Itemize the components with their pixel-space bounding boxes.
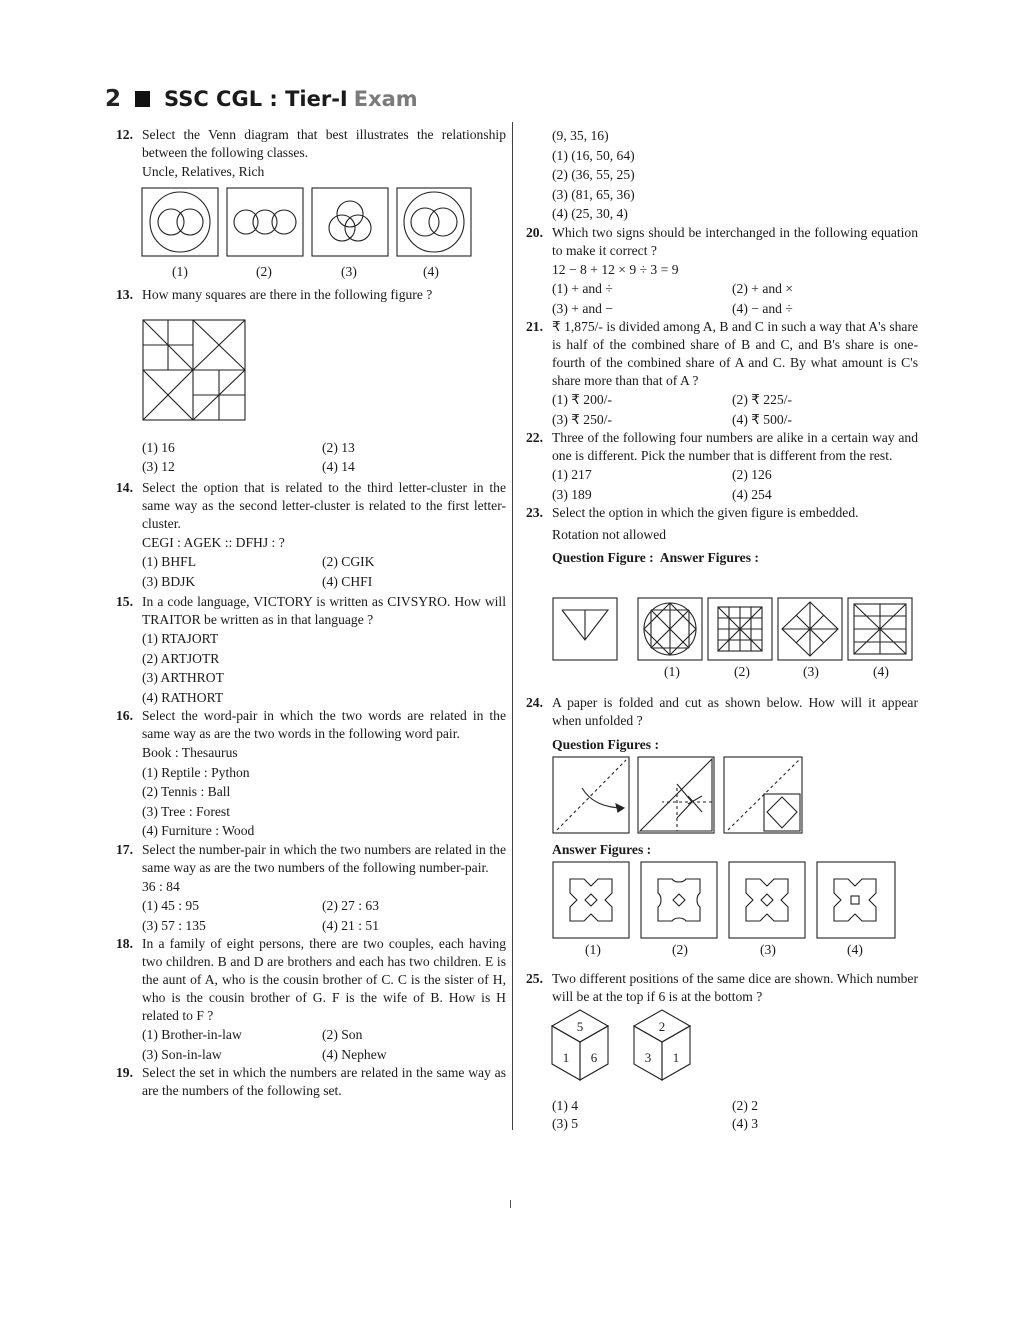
figure-label: (2) [256, 264, 272, 279]
right-column [526, 126, 918, 567]
question-21 [526, 318, 918, 390]
option: (2) 13 [322, 439, 355, 455]
answer-figures-label: Answer Figures : [552, 842, 652, 857]
option: (3) + and − [552, 300, 614, 316]
question-25 [526, 970, 918, 1006]
option: (4) ₹ 500/- [732, 411, 792, 427]
option: (2) 27 : 63 [322, 898, 380, 913]
option: (4) 21 : 51 [322, 917, 380, 933]
question-text: In a family of eight persons, there are two couples, each having two children. B and D are brothers and each has two children. E is the aunt of A, who is the cousin brother of C. C is the sister of H, who is the cousin brother of G. F is the wife of B. How is H related to F ? [142, 936, 506, 1023]
book-title-suffix: Exam [353, 87, 418, 111]
question-12 [116, 126, 506, 162]
option: (3) Tree : Forest [142, 803, 230, 819]
question-number: 14. [116, 479, 133, 495]
option: (1) + and ÷ [552, 281, 613, 296]
option: (1) RTAJORT [142, 631, 219, 646]
question-number: 17. [116, 841, 133, 857]
option: (2) Tennis : Ball [142, 784, 231, 799]
question-number: 20. [526, 224, 543, 240]
question-text: Which two signs should be interchanged in the following equation to make it correct ? [552, 224, 918, 258]
figure-label: (1) [585, 942, 601, 957]
options-row [526, 299, 918, 319]
options-row [116, 916, 506, 936]
question-pair: 36 : 84 [142, 878, 180, 894]
figure-label: (4) [873, 664, 889, 679]
question-23 [526, 504, 918, 522]
option: (1) BHFL [142, 554, 196, 569]
question-number: 12. [116, 127, 133, 142]
dice-face-label: 5 [576, 1019, 584, 1034]
question-number: 25. [526, 971, 543, 986]
unfolded-answer-figures [552, 861, 896, 939]
question-figure-label: Question Figure : [552, 549, 654, 565]
figure-label: (1) [172, 264, 188, 279]
options-row [526, 1114, 944, 1134]
options-row [526, 465, 918, 485]
figure-label: (3) [803, 664, 819, 679]
question-set: (9, 35, 16) [552, 128, 609, 143]
question-24 [526, 694, 918, 730]
figure-label: (3) [341, 264, 357, 279]
question-number: 16. [116, 708, 133, 723]
figure-label: (2) [672, 942, 688, 957]
answer-figures-label: Answer Figures : [659, 549, 759, 565]
question-text: Select the set in which the numbers are related in the same way as are the numbers of the following set. [142, 1065, 506, 1098]
options-row [116, 438, 506, 458]
figure-headings [526, 548, 918, 568]
question-14 [116, 479, 506, 533]
option: (2) Son [322, 1027, 363, 1042]
option: (2) 2 [732, 1098, 759, 1113]
option: (4) − and ÷ [732, 300, 793, 316]
venn-options-figure [140, 186, 472, 258]
question-19 [116, 1064, 506, 1100]
option: (4) RATHORT [142, 689, 224, 705]
options-row [526, 485, 918, 505]
question-18 [116, 935, 506, 1025]
option: (1) Reptile : Python [142, 764, 250, 780]
options-row [116, 457, 506, 477]
question-24-block [526, 694, 918, 755]
option: (3) 189 [552, 486, 592, 502]
option: (2) ₹ 225/- [732, 392, 792, 407]
options-row [116, 572, 506, 592]
square-icon [135, 91, 150, 107]
question-text: A paper is folded and cut as shown below. How will it appear when unfolded ? [552, 695, 918, 728]
question-text: Select the word-pair in which the two words are related in the same way as are the two words in the following word pair. [142, 708, 506, 741]
figure-label: (1) [664, 664, 680, 679]
question-text: ₹ 1,875/- is divided among A, B and C in such a way that A's share is half of the combined share of B and C, and B's share is one-fourth of the combined share of A and C. By what amount is C's share more than that of A ? [552, 319, 918, 388]
question-text: Select the option that is related to the third letter-cluster in the same way as the second letter-cluster is related to the first letter-cluster. [142, 479, 506, 531]
option: (4) Nephew [322, 1046, 387, 1062]
question-16 [116, 707, 506, 743]
options-row [116, 552, 506, 572]
options-row [526, 1096, 944, 1116]
option: (2) (36, 55, 25) [552, 167, 635, 182]
option: (2) + and × [732, 281, 794, 296]
question-22 [526, 429, 918, 465]
option: (2) ARTJOTR [142, 650, 220, 666]
question-text: Select the number-pair in which the two numbers are related in the same way as are the two numbers of the following number-pair. [142, 841, 506, 875]
option: (4) (25, 30, 4) [552, 206, 628, 221]
option: (1) 4 [552, 1098, 579, 1113]
options-row [526, 410, 918, 430]
option: (3) ARTHROT [142, 670, 224, 685]
question-number: 21. [526, 319, 543, 334]
question-number: 13. [116, 286, 133, 302]
embedded-figures [552, 596, 914, 662]
option: (3) 12 [142, 459, 175, 474]
option: (1) 45 : 95 [142, 898, 200, 913]
option: (4) 3 [732, 1116, 759, 1131]
option: (1) 16 [142, 439, 175, 455]
option: (1) Brother-in-law [142, 1027, 242, 1042]
paper-fold-figures [552, 756, 806, 834]
option: (2) 126 [732, 467, 772, 482]
question-number: 15. [116, 594, 133, 609]
question-number: 18. [116, 936, 133, 951]
question-figures-label: Question Figures : [552, 737, 659, 752]
question-15 [116, 593, 506, 629]
question-20 [526, 224, 918, 260]
option: (4) 254 [732, 486, 772, 502]
squares-figure [141, 318, 247, 422]
dice-face-label: 6 [590, 1050, 598, 1065]
question-text: Select the option in which the given figure is embedded. [552, 505, 859, 520]
option: (1) (16, 50, 64) [552, 147, 635, 163]
option: (1) 217 [552, 467, 592, 482]
question-number: 24. [526, 695, 543, 710]
page-header [105, 86, 418, 112]
page-mark [510, 1200, 511, 1208]
options-row [116, 1045, 506, 1065]
question-13 [116, 286, 506, 304]
figure-label: (3) [760, 942, 776, 957]
question-classes: Uncle, Relatives, Rich [142, 164, 265, 179]
options-row [116, 896, 506, 916]
option: (4) 14 [322, 459, 355, 474]
question-number: 22. [526, 430, 543, 445]
dice-face-label: 3 [644, 1050, 652, 1065]
question-number: 19. [116, 1065, 133, 1080]
question-text: Two different positions of the same dice are shown. Which number will be at the top if 6 is at the bottom ? [552, 971, 918, 1004]
dice-figures [548, 1008, 698, 1088]
dice-face-label: 1 [562, 1050, 570, 1065]
page-number: 2 [105, 86, 122, 112]
option: (4) Furniture : Wood [142, 823, 255, 838]
options-row [526, 390, 918, 410]
question-text: Three of the following four numbers are alike in a certain way and one is different. Pick the number that is different from the rest. [552, 430, 918, 463]
option: (3) (81, 65, 36) [552, 186, 635, 202]
dice-face-label: 1 [672, 1050, 680, 1065]
question-equation: 12 − 8 + 12 × 9 ÷ 3 = 9 [552, 261, 679, 277]
question-text: Select the Venn diagram that best illustrates the relationship between the following classes. [142, 127, 506, 160]
question-text: In a code language, VICTORY is written as CIVSYRO. How will TRAITOR be written as in that language ? [142, 594, 506, 627]
question-analogy: CEGI : AGEK :: DFHJ : ? [142, 534, 285, 550]
dice-face-label: 2 [658, 1019, 666, 1034]
question-text: How many squares are there in the following figure ? [142, 286, 433, 302]
option: (2) CGIK [322, 554, 375, 569]
question-25-block [526, 970, 918, 1006]
question-17 [116, 841, 506, 877]
option: (3) Son-in-law [142, 1046, 222, 1062]
question-note: Rotation not allowed [552, 527, 667, 542]
option: (3) BDJK [142, 573, 196, 589]
option: (3) 5 [552, 1116, 579, 1131]
figure-label: (4) [847, 942, 863, 957]
column-divider [512, 122, 513, 1130]
figure-label: (2) [734, 664, 750, 679]
options-row [526, 279, 918, 299]
option: (3) ₹ 250/- [552, 411, 612, 427]
question-pair: Book : Thesaurus [142, 745, 238, 760]
option: (4) CHFI [322, 573, 373, 589]
figure-label: (4) [423, 264, 439, 279]
option: (3) 57 : 135 [142, 917, 206, 933]
question-number: 23. [526, 505, 543, 520]
options-row [116, 1025, 506, 1045]
option: (1) ₹ 200/- [552, 392, 612, 407]
book-title: SSC CGL : Tier-I [164, 87, 348, 111]
